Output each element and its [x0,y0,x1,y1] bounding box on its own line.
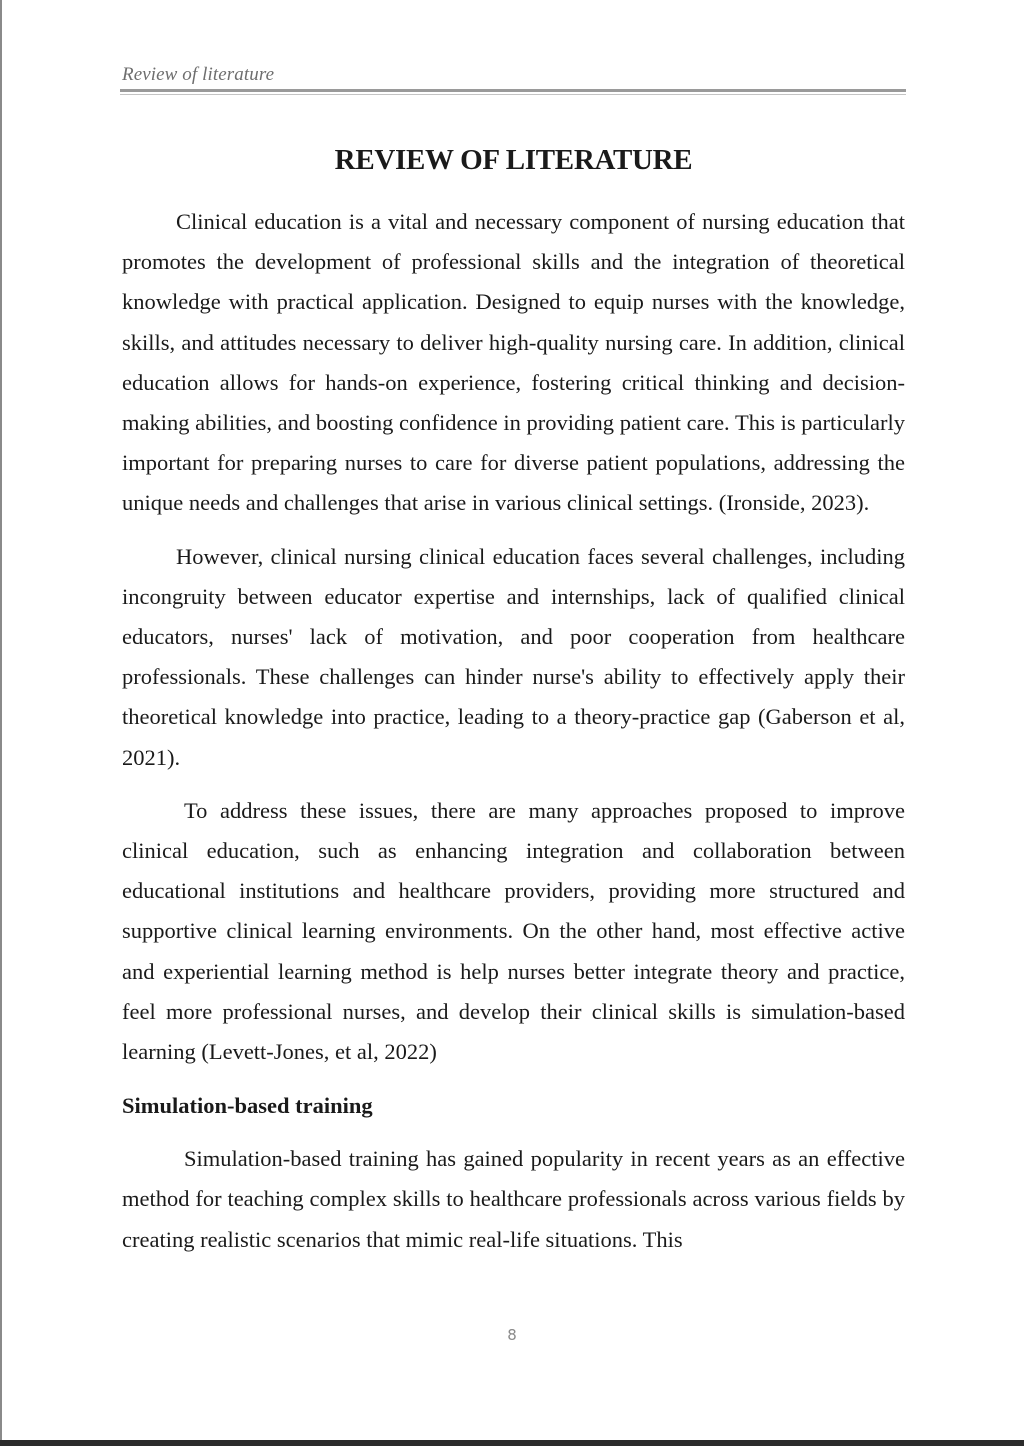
page-number: 8 [507,1326,517,1344]
section-heading-simulation: Simulation-based training [122,1093,373,1119]
page-content [122,138,905,1260]
running-header: Review of literature [122,64,275,85]
header-rule-thin [120,94,906,95]
page-title: REVIEW OF LITERATURE [334,144,693,176]
paragraph-simulation-training: Simulation-based training has gained popularity in recent years as an effective method for teaching complex skills to healthcare professionals across various fields by creating realistic scenarios that mimic real-life situations. This [122,1146,905,1252]
page-left-edge [0,0,2,1446]
paragraph-challenges: However, clinical nursing clinical education faces several challenges, including incongruity between educator expertise and internships, lack of qualified clinical educators, nurses' lack of motivation, and poor cooperation from healthcare professionals. These challenges can hinder nurse's ability to effectively apply their theoretical knowledge into practice, leading to a theory-practice gap (Gaberson et al, 2021). [122,543,905,770]
page-bottom-edge [0,1440,1024,1446]
paragraph-clinical-education: Clinical education is a vital and necessary component of nursing education that promotes the development of professional skills and the integration of theoretical knowledge with practical application. Designed to equip nurses with the knowledge, skills, and attitudes necessary to deliver high-quality nursing care. In addition, clinical education allows for hands-on experience, fostering critical thinking and decision-making abilities, and boosting confidence in providing patient care. This is particularly important for preparing nurses to care for diverse patient populations, addressing the unique needs and challenges that arise in various clinical settings. (Ironside, 2023). [122,209,905,516]
paragraph-approaches: To address these issues, there are many approaches proposed to improve clinical education, such as enhancing integration and collaboration between educational institutions and healthcare providers, providing more structured and supportive clinical learning environments. On the other hand, most effective active and experiential learning method is help nurses better integrate theory and practice, feel more professional nurses, and develop their clinical skills is simulation-based learning (Levett-Jones, et al, 2022) [122,797,905,1065]
header-rule [120,89,906,92]
